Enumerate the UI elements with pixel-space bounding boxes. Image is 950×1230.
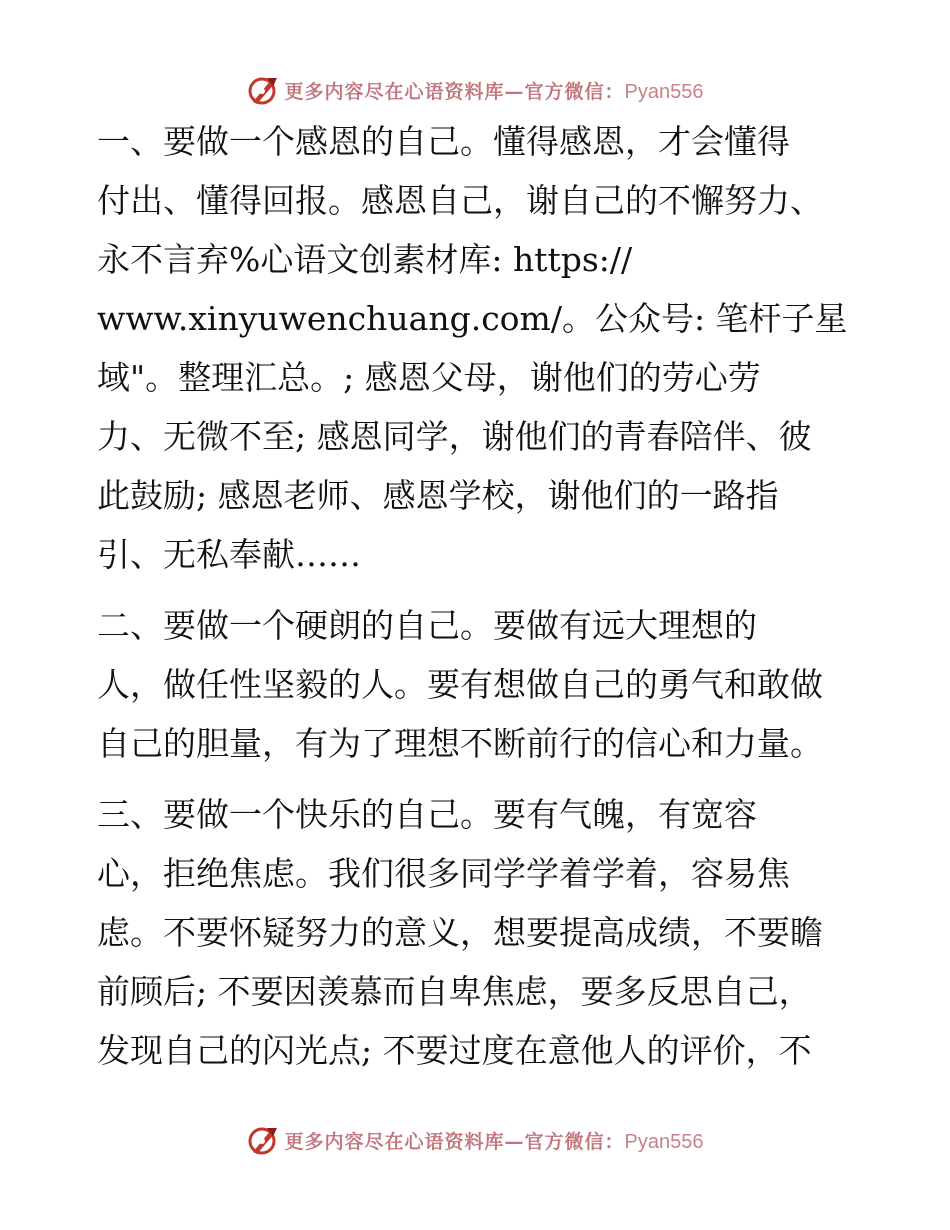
text-line: 域"。整理汇总。; 感恩父母，谢他们的劳心劳 (97, 358, 761, 397)
header-banner-text (285, 77, 704, 104)
text-line: 心，拒绝焦虑。我们很多同学学着学着，容易焦 (97, 854, 790, 893)
paragraph-happiness (97, 785, 857, 1080)
text-line: 前顾后; 不要因羡慕而自卑焦虑，要多反思自己， (97, 972, 812, 1011)
document-body (97, 112, 857, 1080)
text-line: 人，做任性坚毅的人。要有想做自己的勇气和敢做 (97, 665, 823, 704)
text-line: 虑。不要怀疑努力的意义，想要提高成绩，不要瞻 (97, 913, 823, 952)
header-wechat-id: Pyan556 (624, 80, 704, 103)
footer-banner-label: 更多内容尽在心语资料库—官方微信： (284, 1130, 625, 1153)
text-line: 此鼓励; 感恩老师、感恩学校，谢他们的一路指 (97, 476, 779, 515)
quill-logo-icon (247, 74, 279, 106)
text-line: 一、要做一个感恩的自己。懂得感恩，才会懂得 (97, 122, 790, 161)
footer-banner-text (285, 1127, 704, 1154)
footer-banner (0, 1122, 950, 1158)
text-line: www.xinyuwenchuang.com/。公众号: 笔杆子星 (97, 299, 848, 338)
footer-wechat-id: Pyan556 (624, 1130, 704, 1153)
text-line: 发现自己的闪光点; 不要过度在意他人的评价，不 (97, 1031, 812, 1070)
text-line: 力、无微不至; 感恩同学，谢他们的青春陪伴、彼 (97, 417, 812, 456)
text-line: 引、无私奉献…… (97, 535, 361, 574)
header-banner (0, 72, 950, 108)
text-line: 二、要做一个硬朗的自己。要做有远大理想的 (97, 606, 757, 645)
text-line: 付出、懂得回报。感恩自己，谢自己的不懈努力、 (97, 181, 823, 220)
quill-logo-icon (247, 1124, 279, 1156)
text-line: 自己的胆量，有为了理想不断前行的信心和力量。 (97, 724, 823, 763)
header-banner-label: 更多内容尽在心语资料库—官方微信： (284, 80, 625, 103)
text-line: 永不言弃%心语文创素材库: https:// (97, 240, 633, 279)
paragraph-resilience (97, 596, 857, 773)
text-line: 三、要做一个快乐的自己。要有气魄，有宽容 (97, 795, 757, 834)
paragraph-gratitude (97, 112, 857, 584)
